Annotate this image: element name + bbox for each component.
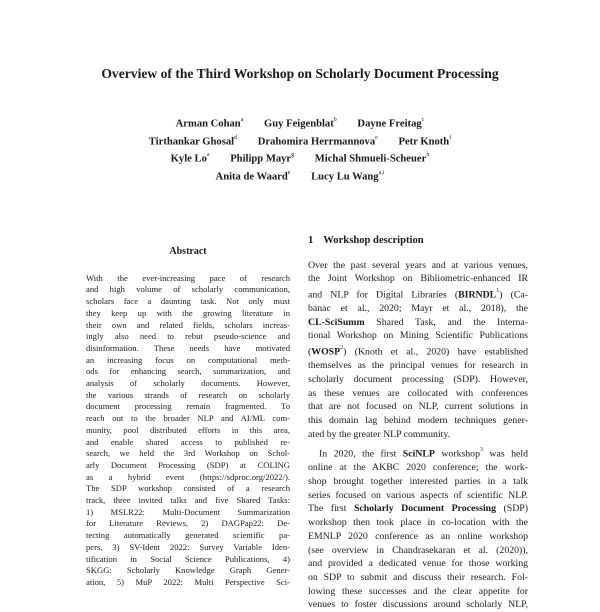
body-line: as these venues are collocated with conferences: [308, 387, 528, 399]
abstract-line: tecting automatically generated scientific pa-: [86, 530, 290, 541]
section-number: 1: [308, 235, 314, 246]
author-affiliation: c: [421, 117, 425, 123]
author-name: Lucy Lu Wang: [311, 171, 379, 183]
body-line: [308, 502, 528, 516]
text-run: and NLP for Digital Libraries (: [308, 289, 459, 301]
author: [176, 114, 244, 132]
body-line: on SDP to submit and discuss their research. Fol-: [308, 571, 528, 583]
body-line: themselves as the principal venues for research in: [308, 360, 528, 372]
abstract-line: pers, 3) SV-Ident 2022: Survey Variable Iden-: [86, 541, 290, 552]
body-line: [308, 343, 528, 359]
paper-title: Overview of the Third Workshop on Scholarly Document Processing: [101, 66, 499, 81]
abstract-line: analysis of scholarly documents. However,: [86, 378, 290, 389]
abstract-line: SKGG: Scholarly Knowledge Graph Gener-: [86, 565, 290, 576]
author-name: Drahomira Herrmannova: [257, 136, 376, 148]
abstract-line: document processing remain fragmented. To: [86, 401, 290, 412]
author-line-2: [90, 132, 510, 150]
author-line-4: [90, 167, 510, 185]
abstract-line: munity, pool distributed efforts in this area,: [86, 424, 290, 435]
abstract-line: 1) MSLR22: Multi-Document Summarization: [86, 506, 290, 517]
abstract-line: ation, 5) MuP 2022: Multi Perspective Sci-: [86, 576, 290, 587]
author: [230, 149, 294, 167]
author-name: Tirthankar Ghosal: [148, 136, 235, 148]
text-run: The first: [308, 503, 354, 515]
body-line: Over the past several years and at various venues,: [308, 259, 528, 271]
body-line: scholarly document processing (SDP). However,: [308, 373, 528, 385]
birndl-term: BIRNDL: [458, 289, 497, 301]
abstract-heading: Abstract: [169, 246, 207, 257]
body-line: that are not focused on NLP, current solutions in: [308, 401, 528, 413]
section-title: Workshop description: [323, 235, 424, 246]
text-run: ) (Ca-: [499, 289, 528, 301]
author: [398, 132, 451, 150]
abstract-line: an increasing focus on computational meth-: [86, 354, 290, 365]
abstract-line: With the ever-increasing pace of research: [86, 272, 290, 283]
abstract-line: reach out to the broader NLP and AI/ML com-: [86, 413, 290, 424]
author-name: Anita de Waard: [215, 171, 288, 183]
abstract-column: [86, 246, 290, 589]
author: [149, 132, 237, 150]
abstract-line: arly Document Processing (SDP) at COLING: [86, 459, 290, 470]
section-column: [308, 234, 528, 612]
author: [216, 167, 291, 185]
body-line: banac et al., 2020; Mayr et al., 2018), the: [308, 303, 528, 315]
scinlp-term: SciNLP: [402, 448, 435, 460]
author-name: Dayne Freitag: [357, 118, 422, 130]
body-line: shop brought together interested parties in a talk: [308, 476, 528, 488]
sdp-term: Scholarly Document Processing: [353, 503, 497, 515]
body-line: series focused on various aspects of scientific NLP.: [308, 489, 528, 501]
author-affiliation: f: [449, 134, 452, 141]
body-line: and provided a dedicated venue for those working: [308, 558, 528, 570]
footnote-marker[interactable]: 3: [479, 447, 483, 454]
paragraph-1: [308, 259, 528, 442]
text-run: (: [308, 346, 312, 358]
text-run: In 2020, the first: [319, 448, 403, 460]
abstract-line: and enable shared access to published re-: [86, 436, 290, 447]
body-line: [308, 316, 528, 330]
body-line: venues to foster discussions around scholarly NLP,: [308, 599, 528, 611]
author-affiliation: a: [206, 152, 210, 159]
author-affiliation: a,i: [378, 170, 385, 177]
abstract-line: search, we held the 3rd Workshop on Schol-: [86, 448, 290, 459]
footnote-marker[interactable]: 2: [340, 345, 344, 352]
abstract-line: ods for enhancing search, summarization, and: [86, 366, 290, 377]
body-line: (see overview in Chandrasekaran et al. (2020)),: [308, 544, 528, 556]
author-name: Guy Feigenblat: [264, 118, 334, 130]
abstract-line: as a hybrid event (https://sdproc.org/2022/).: [86, 471, 290, 482]
author-affiliation: e: [287, 170, 291, 177]
abstract-line: they keep up with the growing literature in: [86, 307, 290, 318]
author-name: Michal Shmueli-Scheuer: [314, 154, 427, 165]
text-run: Shared Task, and the Interna-: [364, 316, 528, 328]
body-line: ated by the greater NLP community.: [308, 428, 451, 440]
abstract-line: tification in Social Science Publications, 4): [86, 553, 290, 564]
text-run: (SDP): [496, 503, 528, 515]
author: [357, 114, 424, 132]
abstract-line: the various strands of research on scholarly: [86, 389, 290, 400]
paragraph-2: [308, 445, 528, 612]
body-line: lowing these successes and the clear appetite for: [308, 585, 528, 597]
body-line: [308, 445, 528, 461]
body-line: workshop then took place in co-location with the: [308, 517, 528, 529]
abstract-line: ingly also need to rebut pseudo-science and: [86, 331, 290, 342]
text-run: workshop: [434, 448, 480, 460]
body-line: tional Workshop on Mining Scientific Publications: [308, 330, 528, 342]
author-line-1: [90, 114, 510, 132]
author-affiliation: g: [291, 152, 295, 159]
author-list: [90, 114, 510, 185]
author-name: Petr Knoth: [398, 136, 450, 148]
abstract-line: The SDP workshop consisted of a research: [86, 483, 290, 494]
body-line: EMNLP 2020 conference as an online workshop: [308, 530, 528, 542]
wosp-term: WOSP: [311, 346, 341, 358]
body-line: online at the AKBC 2020 conference; the work-: [308, 462, 528, 474]
author-affiliation: h: [426, 152, 430, 159]
author-name: Kyle Lo: [170, 154, 207, 165]
abstract-body: [86, 273, 290, 589]
author-affiliation: a: [240, 117, 244, 123]
text-run: was held: [482, 448, 528, 460]
body-line: the Joint Workshop on Bibliometric-enhanced IR: [308, 273, 528, 285]
author: [258, 132, 378, 150]
author: [171, 149, 210, 167]
author-affiliation: b: [333, 117, 337, 123]
body-line: [308, 286, 528, 302]
text-run: ) (Knoth et al., 2020) have established: [343, 346, 528, 358]
abstract-line: for Literature Reviews, 2) DAGPap22: De-: [86, 518, 290, 529]
author: [311, 167, 384, 185]
author: [264, 114, 337, 132]
abstract-line: and high volume of scholarly communication,: [86, 284, 290, 295]
abstract-line: their own and related fields, scholars increas-: [86, 319, 290, 330]
author-affiliation: d: [234, 134, 238, 141]
body-line: this domain lag behind modern techniques gener-: [308, 414, 528, 426]
author-affiliation: e: [375, 134, 378, 141]
cl-scisumm-term: CL-SciSumm: [308, 316, 365, 328]
abstract-line: scholars face a daunting task. Not only must: [86, 296, 290, 307]
abstract-line: track, three invited talks and five Shared Tasks:: [86, 495, 290, 506]
author-name: Arman Cohan: [175, 118, 241, 130]
abstract-line: disinformation. These needs have motivated: [86, 342, 290, 353]
author: [315, 149, 430, 167]
author-line-3: [90, 149, 510, 167]
section-heading: [308, 234, 528, 248]
footnote-marker[interactable]: 1: [496, 288, 500, 295]
author-name: Philipp Mayr: [230, 154, 292, 165]
